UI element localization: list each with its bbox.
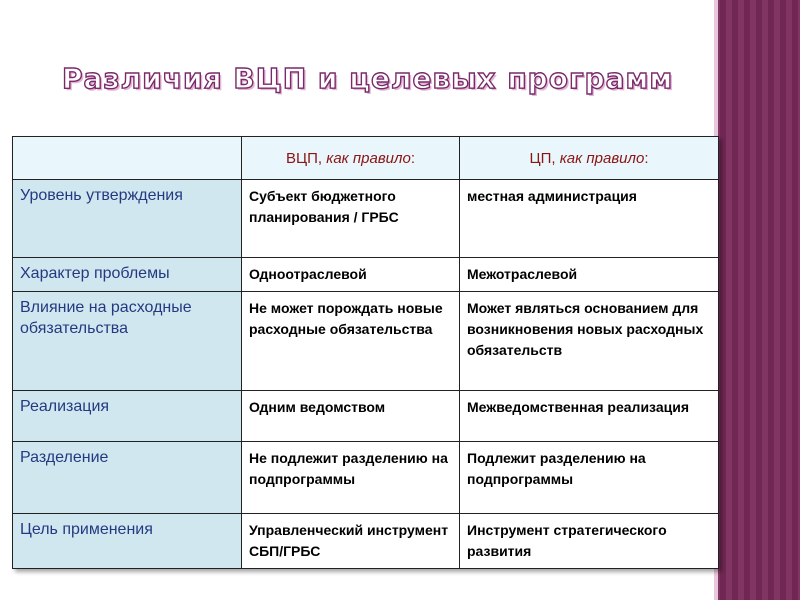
header-vcp-abbr: ВЦП, (286, 149, 323, 167)
header-cp (460, 137, 719, 180)
decorative-side-bar (714, 0, 800, 600)
vcp-cell: Субъект бюджетного планирования / ГРБС (242, 180, 460, 258)
vcp-cell: Не может порождать новые расходные обязательства (242, 292, 460, 391)
vcp-cell: Одноотраслевой (242, 258, 460, 292)
cp-cell: Инструмент стратегического развития (460, 514, 719, 569)
table-row (13, 292, 719, 391)
vcp-cell: Управленческий инструмент СБП/ГРБС (242, 514, 460, 569)
vcp-cell: Не подлежит разделению на подпрограммы (242, 442, 460, 514)
header-vcp-colon: : (410, 149, 415, 167)
table-row (13, 514, 719, 569)
header-vcp (242, 137, 460, 180)
row-label: Характер проблемы (13, 258, 242, 292)
table-row (13, 180, 719, 258)
header-vcp-note: как правило (326, 149, 411, 167)
row-label: Цель применения (13, 514, 242, 569)
header-cp-abbr: ЦП, (529, 149, 556, 167)
header-cp-note: как правило (559, 149, 645, 167)
vcp-cell: Одним ведомством (242, 391, 460, 442)
header-empty-cell (13, 137, 242, 180)
cp-cell: Подлежит разделению на подпрограммы (460, 442, 719, 514)
table-row (13, 442, 719, 514)
table-row (13, 391, 719, 442)
row-label: Разделение (13, 442, 242, 514)
table-row (13, 258, 719, 292)
cp-cell: Может являться основанием для возникновения новых расходных обязательств (460, 292, 719, 391)
cp-cell: местная администрация (460, 180, 719, 258)
row-label: Реализация (13, 391, 242, 442)
cp-cell: Межведомственная реализация (460, 391, 719, 442)
side-bar-texture (714, 0, 800, 600)
cp-cell: Межотраслевой (460, 258, 719, 292)
row-label: Уровень утверждения (13, 180, 242, 258)
row-label: Влияние на расходные обязательства (13, 292, 242, 391)
header-cp-colon: : (644, 149, 649, 167)
slide-title: Различия ВЦП и целевых программ (62, 62, 674, 95)
comparison-table (12, 136, 719, 569)
table-header-row (13, 137, 719, 180)
